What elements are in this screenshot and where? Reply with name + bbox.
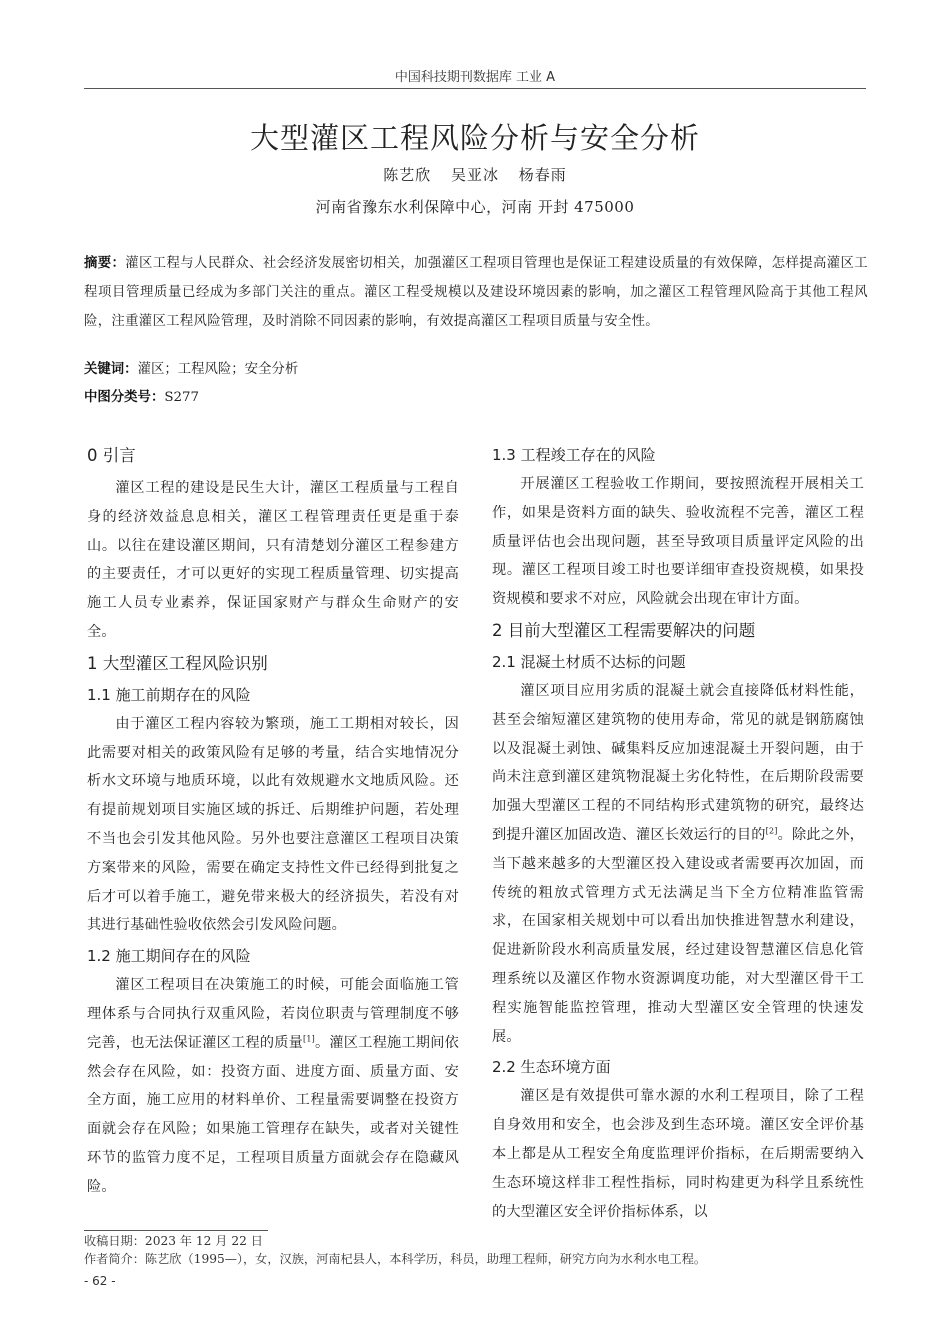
section-heading: 0 引言 [87, 446, 136, 465]
keywords-text: 灌区；工程风险；安全分析 [137, 362, 299, 377]
header-rule [84, 88, 866, 89]
received-date: 收稿日期：2023 年 12 月 22 日 [84, 1234, 263, 1248]
subsection-heading: 2.2 生态环境方面 [492, 1058, 611, 1077]
footnote-rule [84, 1230, 268, 1231]
paragraph-text: 灌区工程项目在决策施工的时候，可能会面临施工管理体系与合同执行双重风险，若岗位职责与管理制度不够完善，也无法保证灌区工程的质量 [87, 977, 459, 1051]
classification-label: 中图分类号： [84, 390, 165, 405]
page-number: - 62 - [84, 1274, 116, 1288]
citation-ref: [2] [765, 826, 778, 836]
subsection-heading: 2.1 混凝土材质不达标的问题 [492, 652, 686, 671]
keywords [84, 360, 868, 380]
keywords-label: 关键词： [84, 362, 138, 377]
abstract [84, 250, 868, 336]
paragraph-text: 灌区项目应用劣质的混凝土就会直接降低材料性能，甚至会缩短灌区建筑物的使用寿命，常见的就是钢筋腐蚀以及混凝土剥蚀、碱集料反应加速混凝土开裂问题，由于尚未注意到灌区建筑物混凝土劣化特性，在后期阶段需要加强大型灌区工程的不同结构形式建筑物的研究，最终达到提升灌区加固改造、灌区长效运行的目的 [492, 682, 864, 843]
author-bio: 作者简介：陈艺欣（1995—），女，汉族，河南杞县人，本科学历，科员，助理工程师，研究方向为水利水电工程。 [84, 1252, 707, 1266]
paper-title: 大型灌区工程风险分析与安全分析 [249, 121, 700, 155]
right-column [492, 442, 864, 1229]
affiliation: 河南省豫东水利保障中心，河南 开封 475000 [315, 198, 635, 216]
abstract-label: 摘要： [84, 256, 126, 271]
subsection-heading: 1.1 施工前期存在的风险 [87, 685, 251, 704]
paragraph [87, 971, 459, 1201]
section-heading: 2 目前大型灌区工程需要解决的问题 [492, 620, 756, 640]
paragraph: 灌区工程的建设是民生大计，灌区工程质量与工程自身的经济效益息息相关，灌区工程管理责任更是重于泰山。以往在建设灌区期间，只有清楚划分灌区工程参建方的主要责任，才可以更好的实现工程质量管理、切实提高施工人员专业素养，保证国家财产与群众生命财产的安全。 [87, 480, 459, 640]
subsection-heading: 1.3 工程竣工存在的风险 [492, 446, 656, 464]
paragraph-text: 。灌区工程施工期间依然会存在风险，如：投资方面、进度方面、质量方面、安全方面，施工应用的材料单价、工程量需要调整在投资方面就会存在风险；如果施工管理存在缺失，或者对关键性环节的监管力度不足，工程项目质量方面就会存在隐藏风险。 [87, 1034, 459, 1195]
classification-text: S277 [164, 390, 200, 405]
journal-header: 中国科技期刊数据库 工业 A [394, 70, 556, 85]
section-heading: 1 大型灌区工程风险识别 [87, 653, 268, 673]
paragraph: 由于灌区工程内容较为繁琐，施工工期相对较长，因此需要对相关的政策风险有足够的考量，结合实地情况分析水文环境与地质环境，以此有效规避水文地质风险。还有提前规划项目实施区域的拆迁、后期维护问题，若处理不当也会引发其他风险。另外也要注意灌区工程项目决策方案带来的风险，需要在确定支持性文件已经得到批复之后才可以着手施工，避免带来极大的经济损失，若没有对其进行基础性验收依然会引发风险问题。 [87, 715, 459, 934]
paragraph: 灌区是有效提供可靠水源的水利工程项目，除了工程自身效用和安全，也会涉及到生态环境。灌区安全评价基本上都是从工程安全角度监理评价指标，在后期需要纳入生态环境这样非工程性指标，同时构建更为科学且系统性的大型灌区安全评价指标体系，以 [492, 1088, 864, 1220]
paragraph-text: 。除此之外，当下越来越多的大型灌区投入建设或者需要再次加固，而传统的粗放式管理方式无法满足当下全方位精准监管需求，在国家相关规划中可以看出加快推进智慧水利建设，促进新阶段水利高质量发展，经过建设智慧灌区信息化管理系统以及灌区作物水资源调度功能，对大型灌区骨干工程实施智能监控管理，推动大型灌区安全管理的快速发展。 [492, 826, 864, 1045]
author-list: 陈艺欣 吴亚冰 杨春雨 [383, 166, 567, 184]
subsection-heading: 1.2 施工期间存在的风险 [87, 947, 251, 966]
left-column [87, 442, 459, 1205]
classification [84, 388, 868, 408]
citation-ref: [1] [303, 1034, 315, 1044]
paragraph: 开展灌区工程验收工作期间，要按照流程开展相关工作，如果是资料方面的缺失、验收流程不完善，灌区工程质量评估也会出现问题，甚至导致项目质量评定风险的出现。灌区工程项目竣工时也要详细审查投资规模，如果投资规模和要求不对应，风险就会出现在审计方面。 [492, 476, 864, 608]
paragraph [492, 677, 864, 1051]
abstract-text: 灌区工程与人民群众、社会经济发展密切相关，加强灌区工程项目管理也是保证工程建设质量的有效保障，怎样提高灌区工程项目管理质量已经成为多部门关注的重点。灌区工程受规模以及建设环境因素的影响，加之灌区工程管理风险高于其他工程风险，注重灌区工程风险管理，及时消除不同因素的影响，有效提高灌区工程项目质量与安全性。 [84, 256, 869, 329]
